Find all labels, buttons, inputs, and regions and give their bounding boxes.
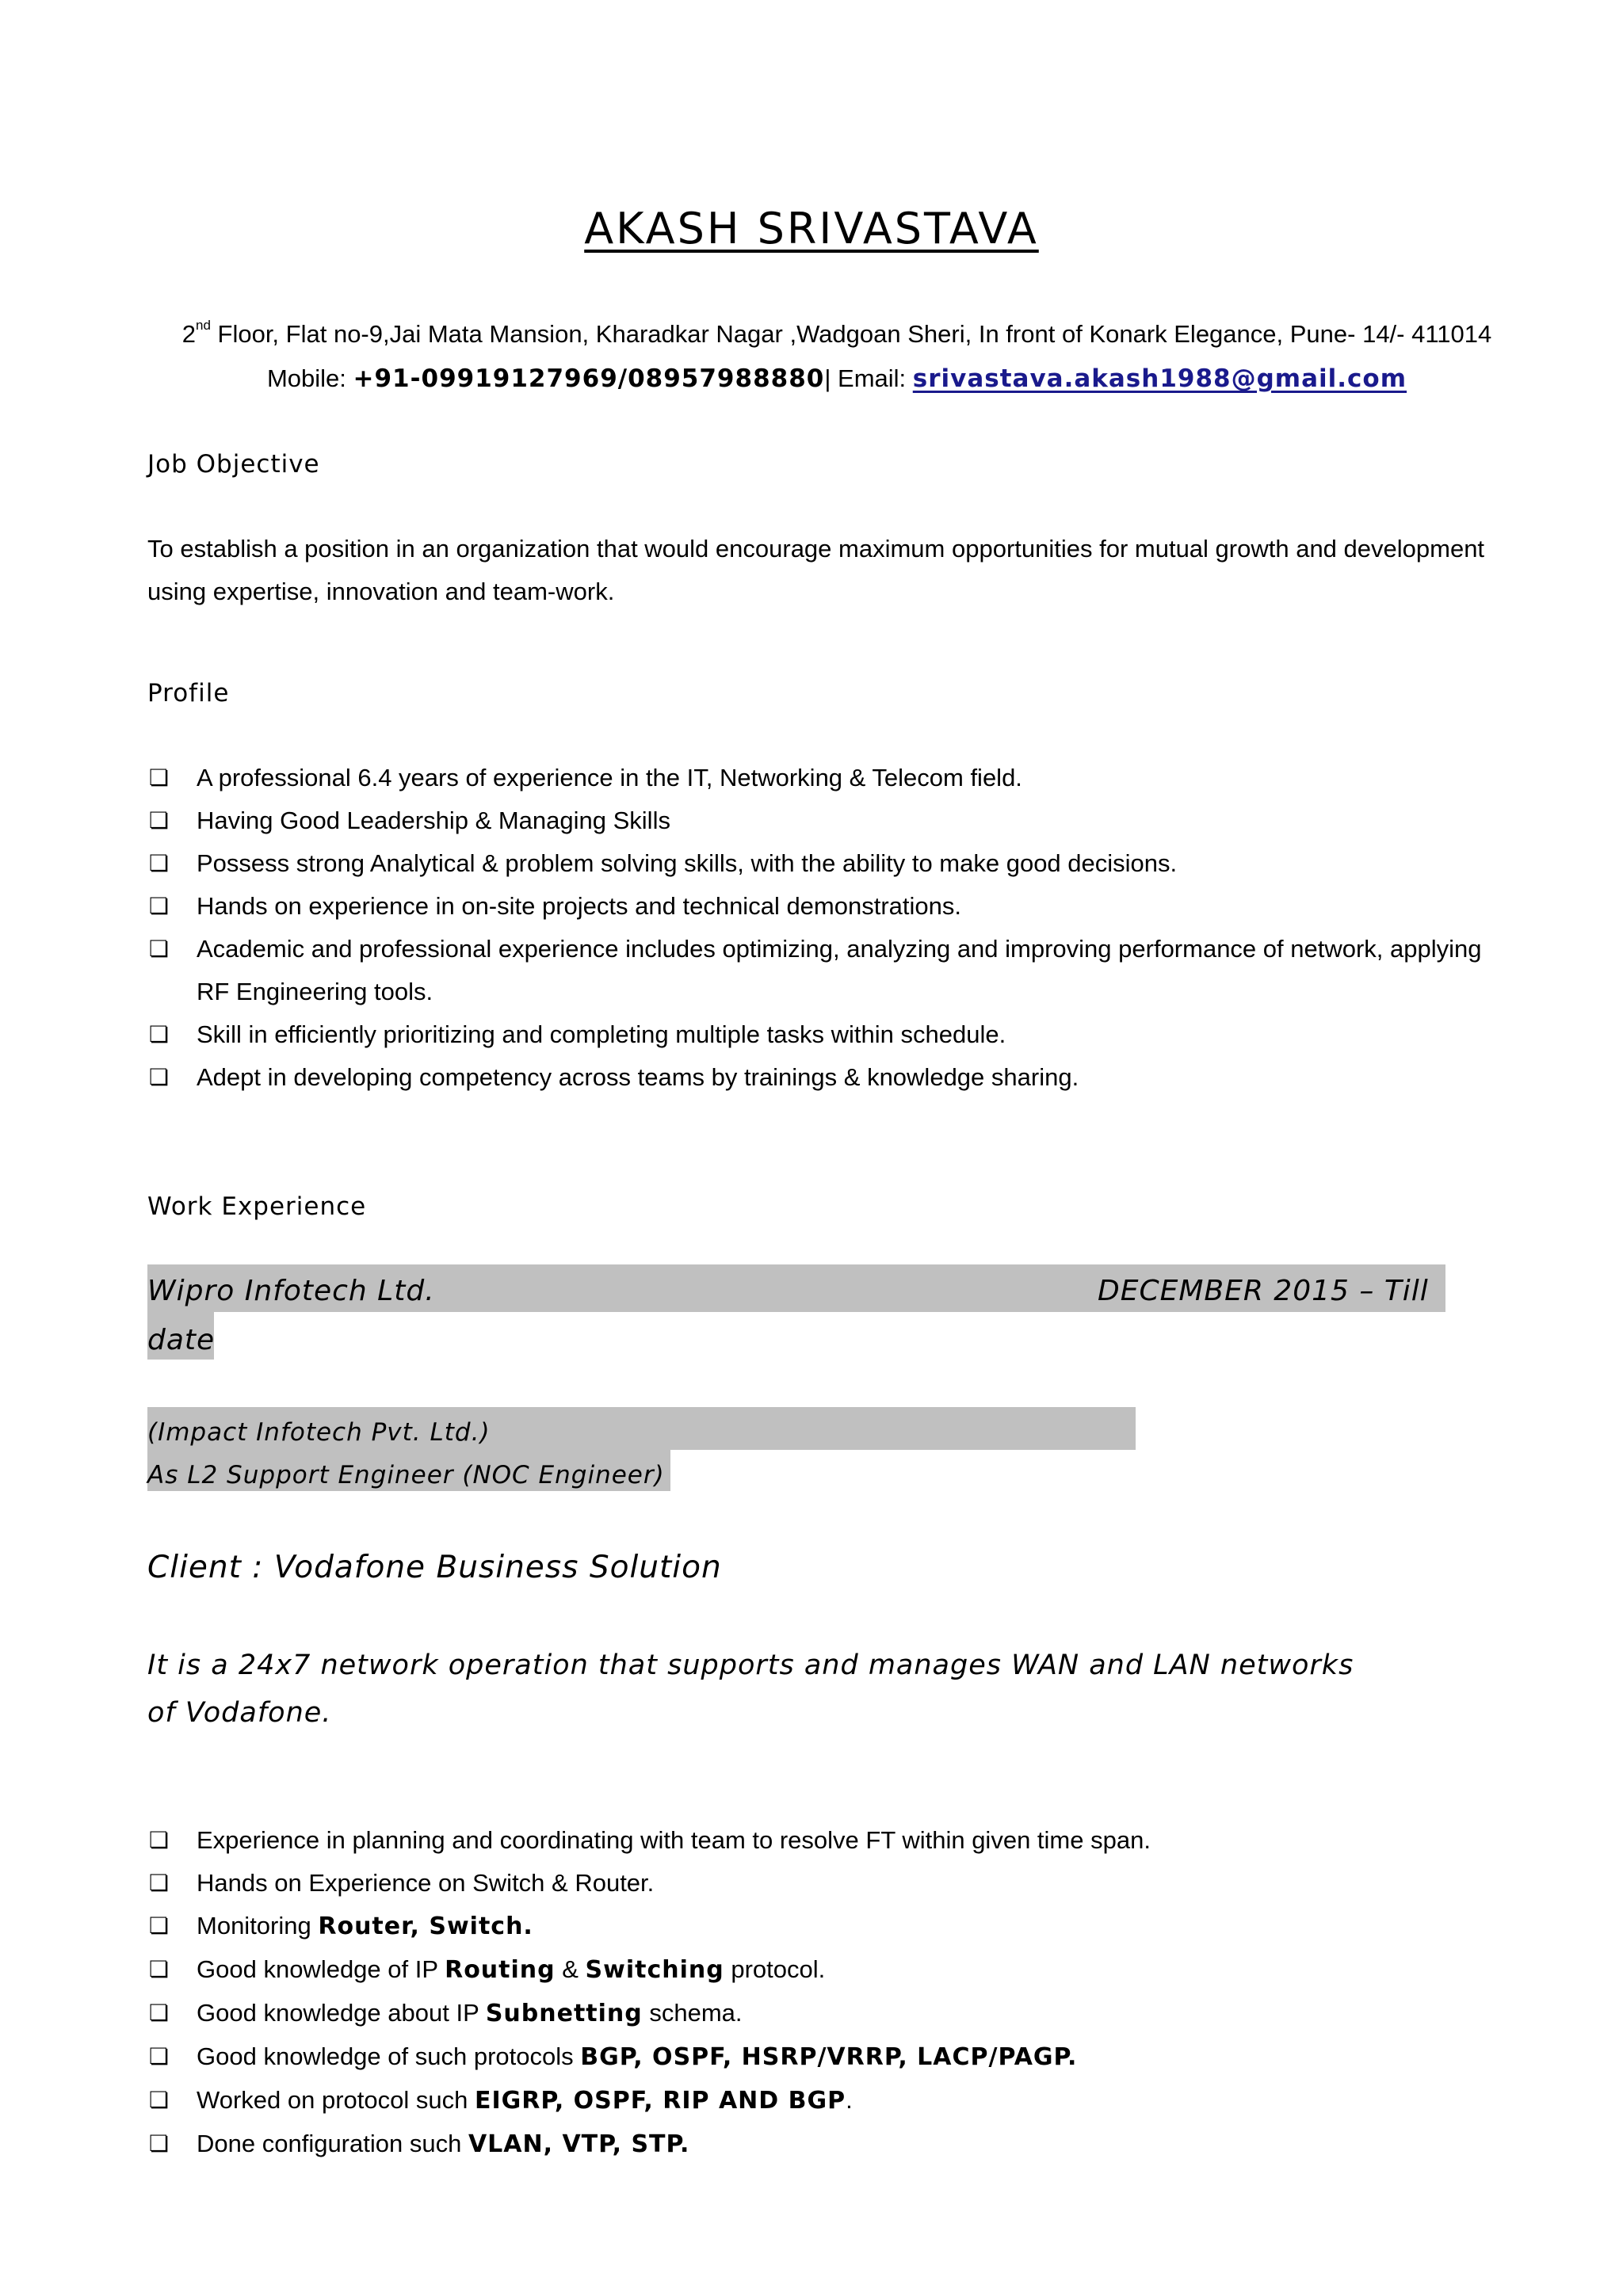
list-item: ❏ Skill in efficiently prioritizing and completing multiple tasks within schedule. [147,1013,1503,1056]
list-item: ❏ Monitoring Router, Switch. [147,1905,1503,1948]
job-role: As L2 Support Engineer (NOC Engineer) [147,1461,665,1489]
list-item: ❏ Good knowledge of such protocols BGP, OSPF, HSRP/VRRP, LACP/PAGP. [147,2035,1503,2079]
checkbox-shadow-icon: ❏ [149,1827,170,1853]
checkbox-shadow-icon: ❏ [149,850,170,876]
checkbox-shadow-icon: ❏ [149,807,170,833]
list-item: ❏ Good knowledge about IP Subnetting schema. [147,1992,1503,2035]
checkbox-shadow-icon: ❏ [149,765,170,791]
work-period: DECEMBER 2015 – Till [1098,1275,1429,1307]
list-item: ❏ A professional 6.4 years of experience in the IT, Networking & Telecom field. [147,757,1503,799]
profile-list [147,757,1503,1099]
checkbox-shadow-icon: ❏ [149,893,170,919]
list-item: ❏ Adept in developing competency across teams by trainings & knowledge sharing. [147,1056,1503,1099]
list-item: ❏ Good knowledge of IP Routing & Switching protocol. [147,1948,1503,1992]
checkbox-shadow-icon: ❏ [149,1913,170,1939]
address-line: 2nd Floor, Flat no-9,Jai Mata Mansion, Kharadkar Nagar ,Wadgoan Sheri, In front of Konark Elegance, Pune- 14/- 411014 [181,318,1492,348]
checkbox-shadow-icon: ❏ [149,2000,170,2026]
objective-text: To establish a position in an organization that would encourage maximum opportunities for mutual growth and development using expertise, innovation and team-work. [147,535,1485,605]
checkbox-shadow-icon: ❏ [149,2087,170,2113]
email-link[interactable]: srivastava.akash1988@gmail.com [912,364,1407,393]
checkbox-shadow-icon: ❏ [149,1064,170,1090]
client-name: Client : Vodafone Business Solution [147,1550,722,1585]
list-item: ❏ Possess strong Analytical & problem solving skills, with the ability to make good decisions. [147,842,1503,885]
section-heading-work: Work Experience [147,1192,367,1221]
resume-name: AKASH SRIVASTAVA [584,204,1039,254]
list-item: ❏ Worked on protocol such EIGRP, OSPF, RIP AND BGP. [147,2079,1503,2122]
duties-list [147,1819,1503,2166]
mobile-number: +91-09919127969/08957988880 [353,364,825,393]
list-item: ❏ Experience in planning and coordinating with team to resolve FT within given time span. [147,1819,1503,1862]
checkbox-shadow-icon: ❏ [149,1021,170,1047]
list-item: ❏ Academic and professional experience includes optimizing, analyzing and improving performance of network, applying RF Engineering tools. [147,928,1503,1013]
work-period-continued: date [147,1324,216,1356]
checkbox-shadow-icon: ❏ [149,2043,170,2069]
checkbox-shadow-icon: ❏ [149,2130,170,2157]
list-item: ❏ Hands on Experience on Switch & Router. [147,1862,1503,1905]
list-item: ❏ Hands on experience in on-site projects and technical demonstrations. [147,885,1503,928]
employer-via: (Impact Infotech Pvt. Ltd.) [147,1418,491,1447]
section-heading-profile: Profile [147,679,230,707]
company-name: Wipro Infotech Ltd. [147,1275,435,1307]
list-item: ❏ Having Good Leadership & Managing Skills [147,799,1503,842]
checkbox-shadow-icon: ❏ [149,936,170,962]
list-item: ❏ Done configuration such VLAN, VTP, STP. [147,2122,1503,2166]
checkbox-shadow-icon: ❏ [149,1870,170,1896]
contact-line: Mobile: +91-09919127969/08957988880| Email: srivastava.akash1988@gmail.com [266,364,1407,393]
section-heading-objective: Job Objective [147,450,320,479]
checkbox-shadow-icon: ❏ [149,1956,170,1982]
work-description: It is a 24x7 network operation that supports and manages WAN and LAN networks of Vodafone. [147,1650,1354,1729]
